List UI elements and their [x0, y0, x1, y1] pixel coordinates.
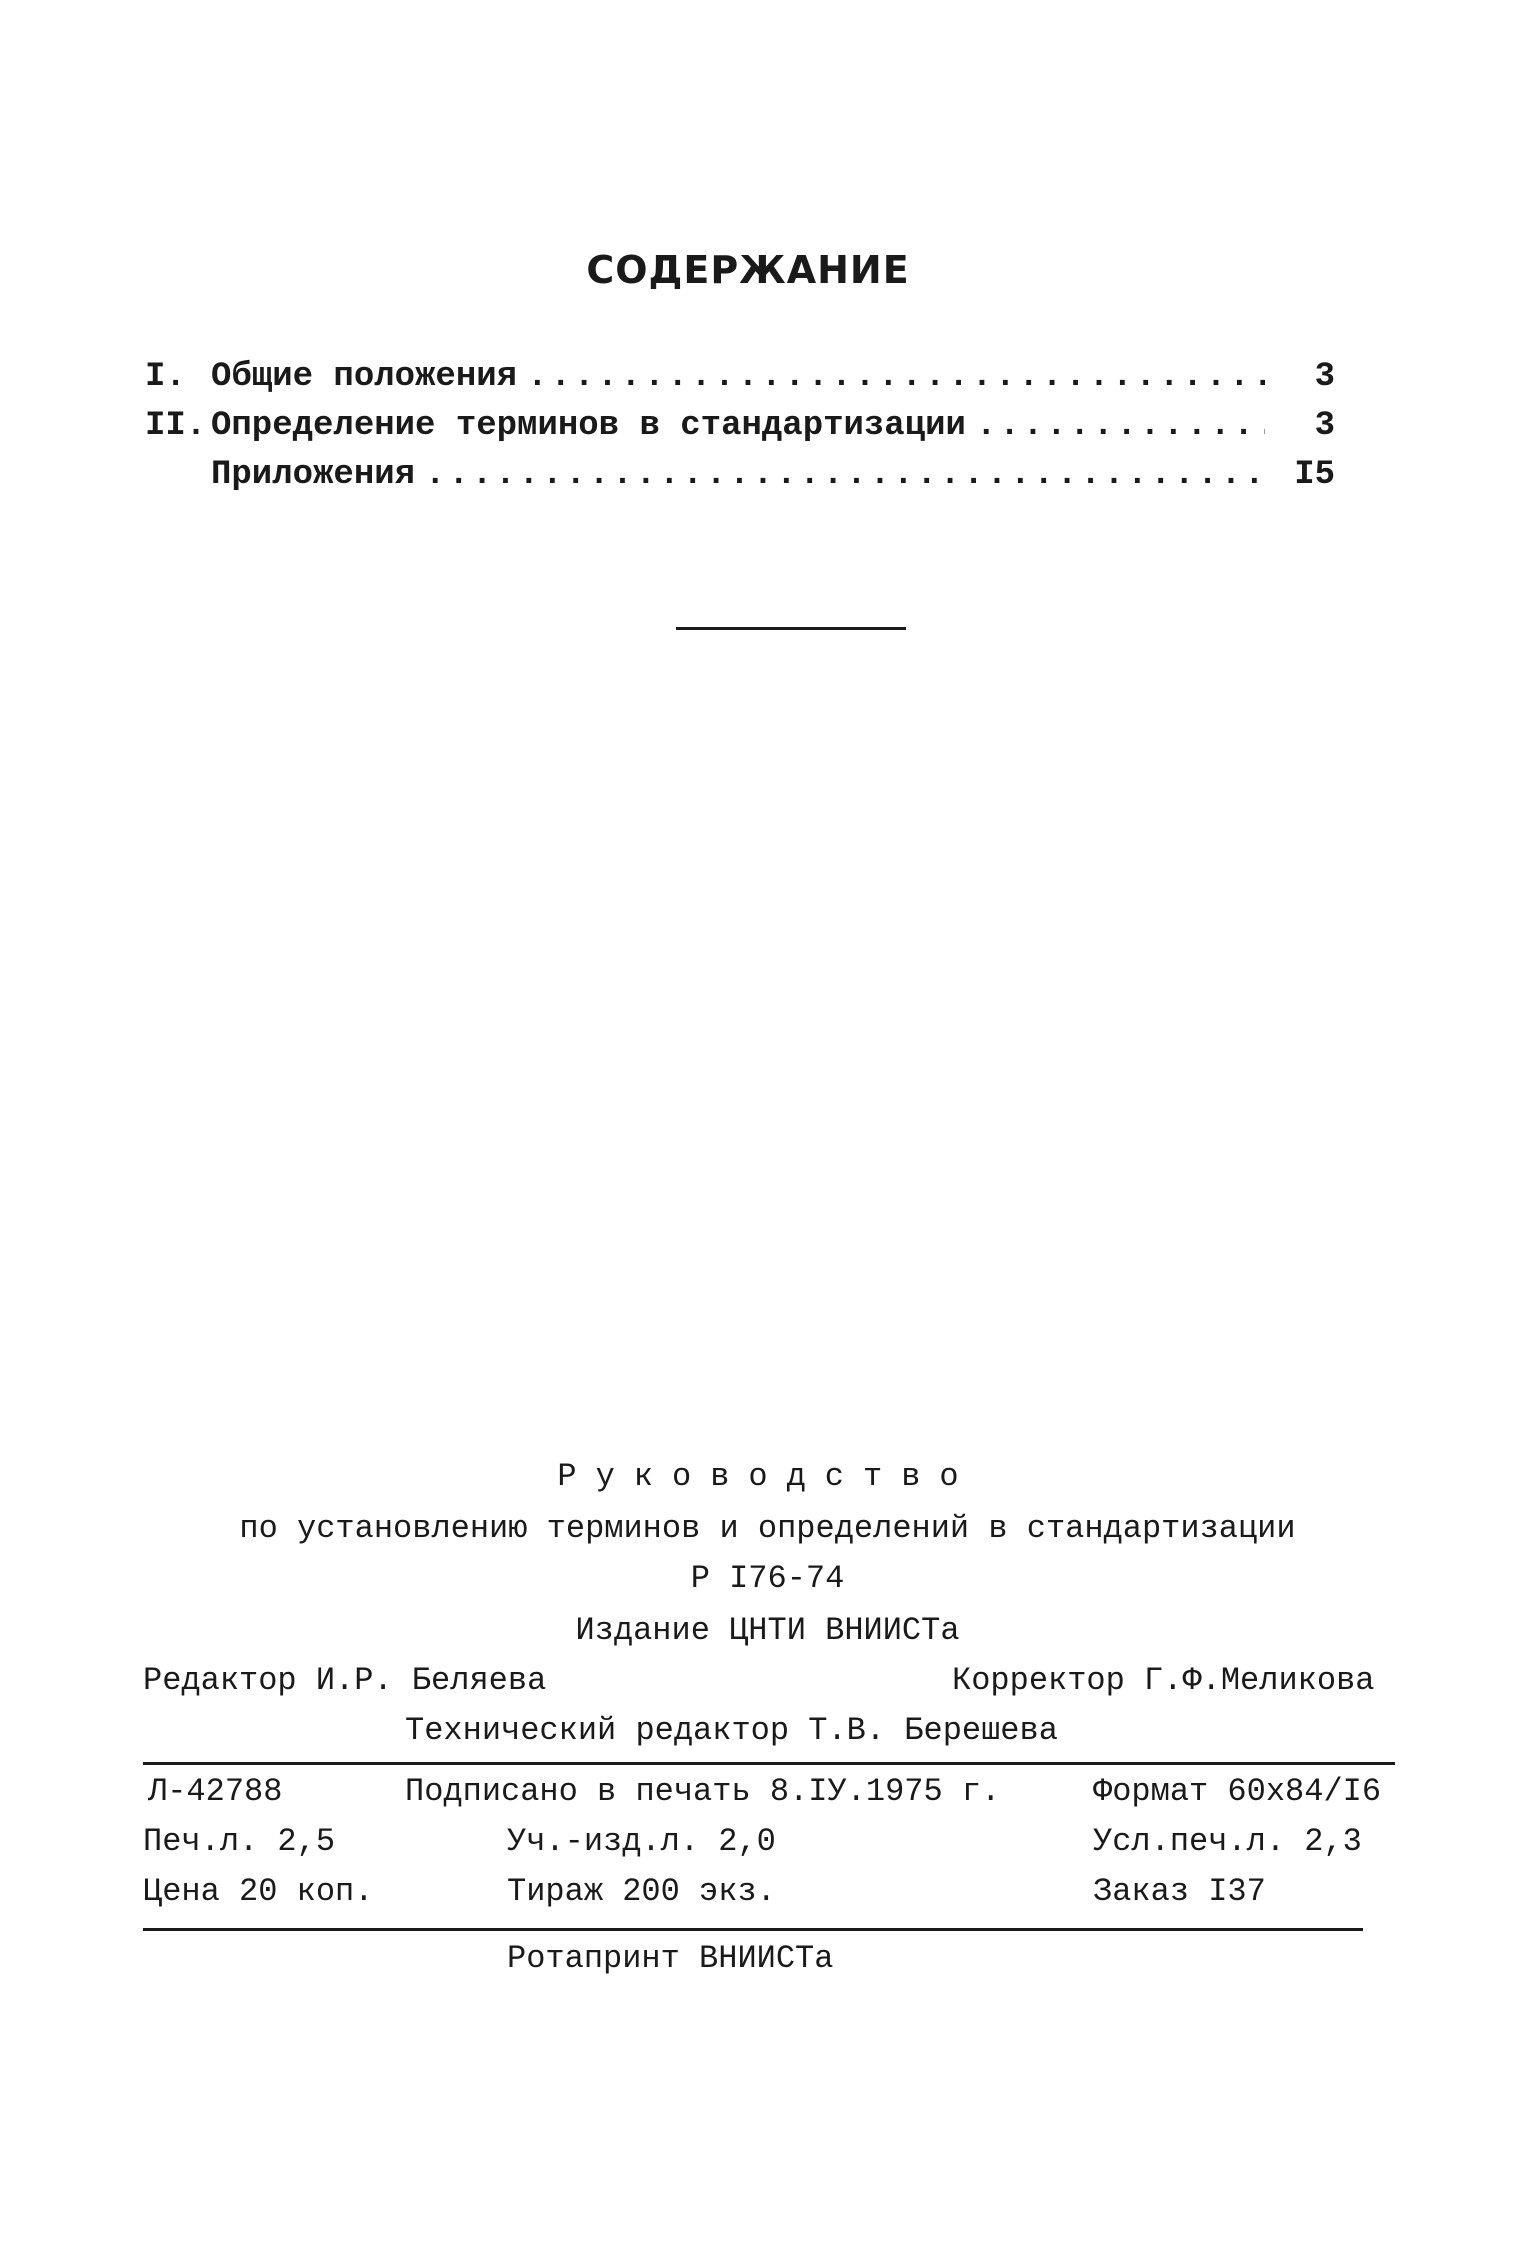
toc-item [145, 407, 1335, 456]
imprint-title: Руководство [557, 1458, 978, 1495]
signed-date: Подписано в печать 8.IУ.1975 г. [405, 1773, 1001, 1810]
imprint-subtitle: по установлению терминов и определений в стандартизации [239, 1510, 1296, 1547]
toc-item [145, 456, 1335, 505]
order-number: Л-42788 [148, 1773, 283, 1810]
toc-item-text: Определение терминов в стандартизации [211, 407, 966, 445]
print-sheets: Печ.л. 2,5 [143, 1823, 336, 1860]
section-divider [676, 627, 906, 630]
toc-title: СОДЕРЖАНИЕ [586, 248, 910, 292]
top-rule [143, 1762, 1395, 1765]
table-of-contents [145, 358, 1335, 505]
toc-item-text: Приложения [211, 456, 416, 494]
toc-item-number: II. [145, 407, 207, 445]
toc-item [145, 358, 1335, 407]
toc-item-page: I5 [1294, 456, 1335, 494]
printer: Ротапринт ВНИИСТа [507, 1940, 834, 1977]
toc-leader-dots [425, 456, 1265, 494]
corrector: Корректор Г.Ф.Меликова [952, 1662, 1375, 1699]
conventional-sheets: Усл.печ.л. 2,3 [1093, 1823, 1362, 1860]
toc-leader-dots [976, 407, 1265, 445]
tech-editor: Технический редактор Т.В. Берешева [405, 1712, 1058, 1749]
toc-item-page: 3 [1314, 407, 1335, 445]
order: Заказ I37 [1093, 1873, 1266, 1910]
price: Цена 20 коп. [143, 1873, 374, 1910]
bottom-rule [143, 1928, 1363, 1931]
publishing-sheets: Уч.-изд.л. 2,0 [507, 1823, 776, 1860]
imprint-code: Р I76-74 [690, 1560, 845, 1597]
imprint-edition: Издание ЦНТИ ВНИИСТа [575, 1612, 960, 1649]
circulation: Тираж 200 экз. [507, 1873, 776, 1910]
toc-item-number: I. [145, 358, 186, 396]
format: Формат 60х84/I6 [1093, 1773, 1382, 1810]
toc-item-text: Общие положения [211, 358, 518, 396]
toc-item-page: 3 [1314, 358, 1335, 396]
toc-leader-dots [527, 358, 1265, 396]
editor: Редактор И.Р. Беляева [143, 1662, 547, 1699]
